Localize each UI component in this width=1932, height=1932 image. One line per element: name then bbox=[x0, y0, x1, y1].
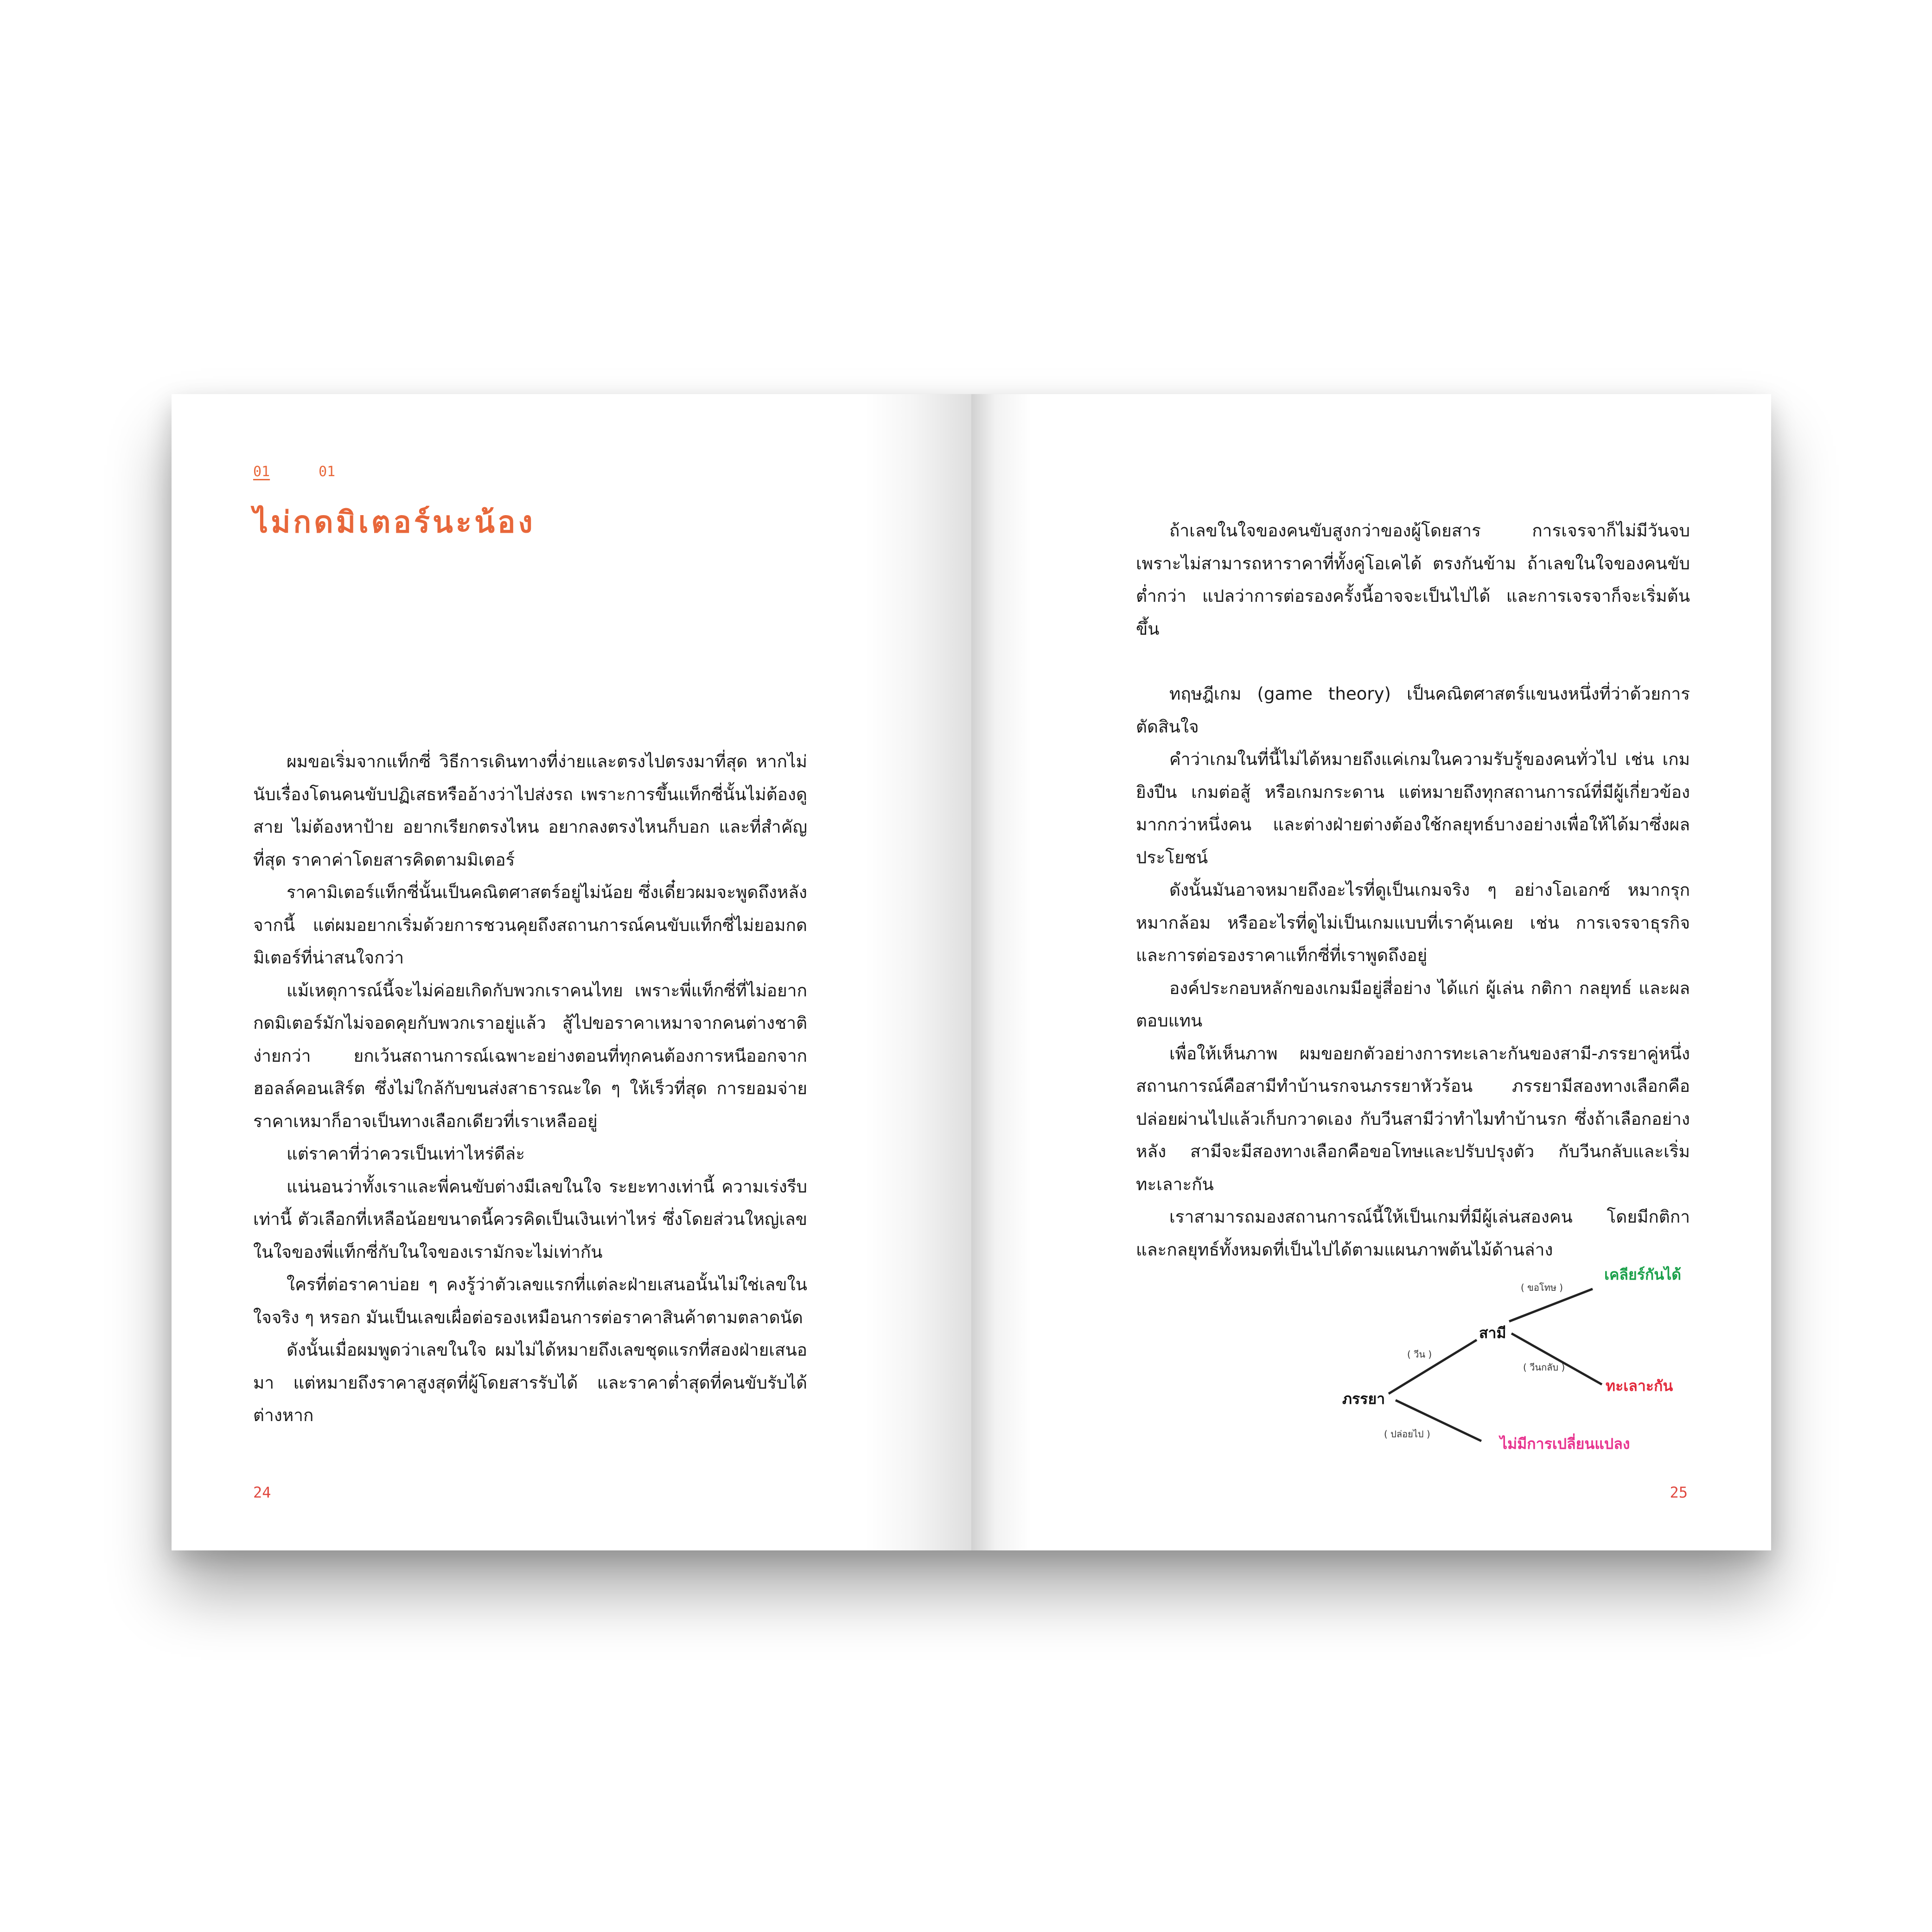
paragraph: ดังนั้นมันอาจหมายถึงอะไรที่ดูเป็นเกมจริง ๆ อย่างโอเอกซ์ หมากรุก หมากล้อม หรืออะไรที่ดูไม่เป็นเกมแบบที่เราคุ้นเคย เช่น การเจรจาธุรกิจ และการต่อรองราคาแท็กซี่ที่เราพูดถึงอยู่ bbox=[1136, 880, 1690, 965]
paragraph: แม้เหตุการณ์นี้จะไม่ค่อยเกิดกับพวกเราคนไทย เพราะพี่แท็กซี่ที่ไม่อยากกดมิเตอร์มักไม่จอดคุยกับพวกเราอยู่แล้ว สู้ไปขอราคาเหมาจากคนต่างชาติง่ายกว่า ยกเว้นสถานการณ์เฉพาะอย่างตอนที่ทุกคนต้องการหนีออกจากฮอลล์คอนเสิร์ต ซึ่งไม่ใกล้กับขนส่งสาธารณะใด ๆ ให้เร็วที่สุด การยอมจ่ายราคาเหมาก็อาจเป็นทางเลือกเดียวที่เราเหลืออยู่ bbox=[253, 980, 807, 1131]
section-number: 01 bbox=[319, 464, 336, 480]
tree-outcome-fight: ทะเลาะกัน bbox=[1606, 1377, 1673, 1395]
chapter-number-row bbox=[253, 464, 335, 480]
page-number-right: 25 bbox=[1670, 1484, 1688, 1501]
paragraph: ผมขอเริ่มจากแท็กซี่ วิธีการเดินทางที่ง่ายและตรงไปตรงมาที่สุด หากไม่นับเรื่องโดนคนขับปฏิเสธหรืออ้างว่าไปส่งรถ เพราะการขึ้นแท็กซี่นั้นไม่ต้องดูสาย ไม่ต้องหาป้าย อยากเรียกตรงไหน อยากลงตรงไหนก็บอก และที่สำคัญที่สุด ราคาค่าโดยสารคิดตามมิเตอร์ bbox=[253, 752, 807, 870]
tree-edge-label-rant: ( วีน ) bbox=[1407, 1349, 1432, 1360]
paragraph: องค์ประกอบหลักของเกมมีอยู่สี่อย่าง ได้แก่ ผู้เล่น กติกา กลยุทธ์ และผลตอบแทน bbox=[1136, 978, 1690, 1031]
tree-node-husband: สามี bbox=[1479, 1324, 1506, 1342]
paragraph: ทฤษฎีเกม (game theory) เป็นคณิตศาสตร์แขนงหนึ่งที่ว่าด้วยการตัดสินใจ bbox=[1136, 684, 1690, 737]
open-book bbox=[172, 394, 1771, 1550]
gutter-shadow-left bbox=[865, 394, 971, 1550]
paragraph: แน่นอนว่าทั้งเราและพี่คนขับต่างมีเลขในใจ ระยะทางเท่านี้ ความเร่งรีบเท่านี้ ตัวเลือกที่เหลือน้อยขนาดนี้ควรคิดเป็นเงินเท่าไหร่ ซึ่งโดยส่วนใหญ่เลขในใจของพี่แท็กซี่กับในใจของเรามักจะไม่เท่ากัน bbox=[253, 1176, 807, 1262]
tree-edge-label-apologize: ( ขอโทษ ) bbox=[1521, 1282, 1563, 1293]
chapter-number: 01 bbox=[253, 464, 270, 480]
paragraph: ดังนั้นเมื่อผมพูดว่าเลขในใจ ผมไม่ได้หมายถึงเลขชุดแรกที่สองฝ่ายเสนอมา แต่หมายถึงราคาสูงสุดที่ผู้โดยสารรับได้ และราคาต่ำสุดที่คนขับรับได้ต่างหาก bbox=[253, 1340, 807, 1425]
paragraph: คำว่าเกมในที่นี้ไม่ได้หมายถึงแค่เกมในความรับรู้ของคนทั่วไป เช่น เกมยิงปืน เกมต่อสู้ หรือเกมกระดาน แต่หมายถึงทุกสถานการณ์ที่มีผู้เกี่ยวข้องมากกว่าหนึ่งคน และต่างฝ่ายต่างต้องใช้กลยุทธ์บางอย่างเพื่อให้ได้มาซึ่งผลประโยชน์ bbox=[1136, 749, 1690, 867]
left-body-text bbox=[253, 746, 807, 1432]
game-tree-diagram bbox=[1333, 1247, 1732, 1451]
paragraph: เพื่อให้เห็นภาพ ผมขอยกตัวอย่างการทะเลาะกันของสามี-ภรรยาคู่หนึ่ง สถานการณ์คือสามีทำบ้านรกจนภรรยาหัวร้อน ภรรยามีสองทางเลือกคือปล่อยผ่านไปแล้วเก็บกวาดเอง กับวีนสามีว่าทำไมทำบ้านรก ซึ่งถ้าเลือกอย่างหลัง สามีจะมีสองทางเลือกคือขอโทษและปรับปรุงตัว กับวีนกลับและเริ่มทะเลาะกัน bbox=[1136, 1043, 1690, 1194]
tree-outcome-resolved: เคลียร์กันได้ bbox=[1604, 1266, 1682, 1283]
paragraph: ถ้าเลขในใจของคนขับสูงกว่าของผู้โดยสาร การเจรจาก็ไม่มีวันจบ เพราะไม่สามารถหาราคาที่ทั้งคู่โอเคได้ ตรงกันข้าม ถ้าเลขในใจของคนขับต่ำกว่า แปลว่าการต่อรองครั้งนี้อาจจะเป็นไปได้ และการเจรจาก็จะเริ่มต้นขึ้น bbox=[1136, 521, 1690, 639]
paragraph: ราคามิเตอร์แท็กซี่นั้นเป็นคณิตศาสตร์อยู่ไม่น้อย ซึ่งเดี๋ยวผมจะพูดถึงหลังจากนี้ แต่ผมอยากเริ่มด้วยการชวนคุยถึงสถานการณ์คนขับแท็กซี่ไม่ยอมกดมิเตอร์ที่น่าสนใจกว่า bbox=[253, 882, 807, 968]
left-page bbox=[172, 394, 971, 1550]
page-number-left: 24 bbox=[253, 1484, 271, 1501]
tree-outcome-no-change: ไม่มีการเปลี่ยนแปลง bbox=[1500, 1435, 1630, 1451]
tree-branch-husband-to-resolved bbox=[1509, 1289, 1593, 1321]
chapter-title: ไม่กดมิเตอร์นะน้อง bbox=[253, 505, 536, 540]
tree-branch-husband-to-fight bbox=[1511, 1333, 1602, 1384]
right-page bbox=[971, 394, 1771, 1550]
paragraph: แต่ราคาที่ว่าควรเป็นเท่าไหร่ดีล่ะ bbox=[287, 1144, 525, 1164]
tree-node-wife: ภรรยา bbox=[1342, 1390, 1385, 1408]
paragraph: เราสามารถมองสถานการณ์นี้ให้เป็นเกมที่มีผู้เล่นสองคน โดยมีกติกาและกลยุทธ์ทั้งหมดที่เป็นไปได้ตามแผนภาพต้นไม้ด้านล่าง bbox=[1136, 1207, 1690, 1260]
right-body-text bbox=[1136, 515, 1690, 1266]
tree-branch-root-to-husband bbox=[1389, 1340, 1477, 1394]
paragraph: ใครที่ต่อราคาบ่อย ๆ คงรู้ว่าตัวเลขแรกที่แต่ละฝ่ายเสนอนั้นไม่ใช่เลขในใจจริง ๆ หรอก มันเป็นเลขเผื่อต่อรองเหมือนการต่อราคาสินค้าตามตลาดนัด bbox=[253, 1275, 807, 1327]
gutter-shadow-right bbox=[971, 394, 1032, 1550]
tree-edge-label-let-go: ( ปล่อยไป ) bbox=[1384, 1428, 1430, 1440]
tree-edge-label-rant-back: ( วีนกลับ ) bbox=[1523, 1362, 1565, 1373]
